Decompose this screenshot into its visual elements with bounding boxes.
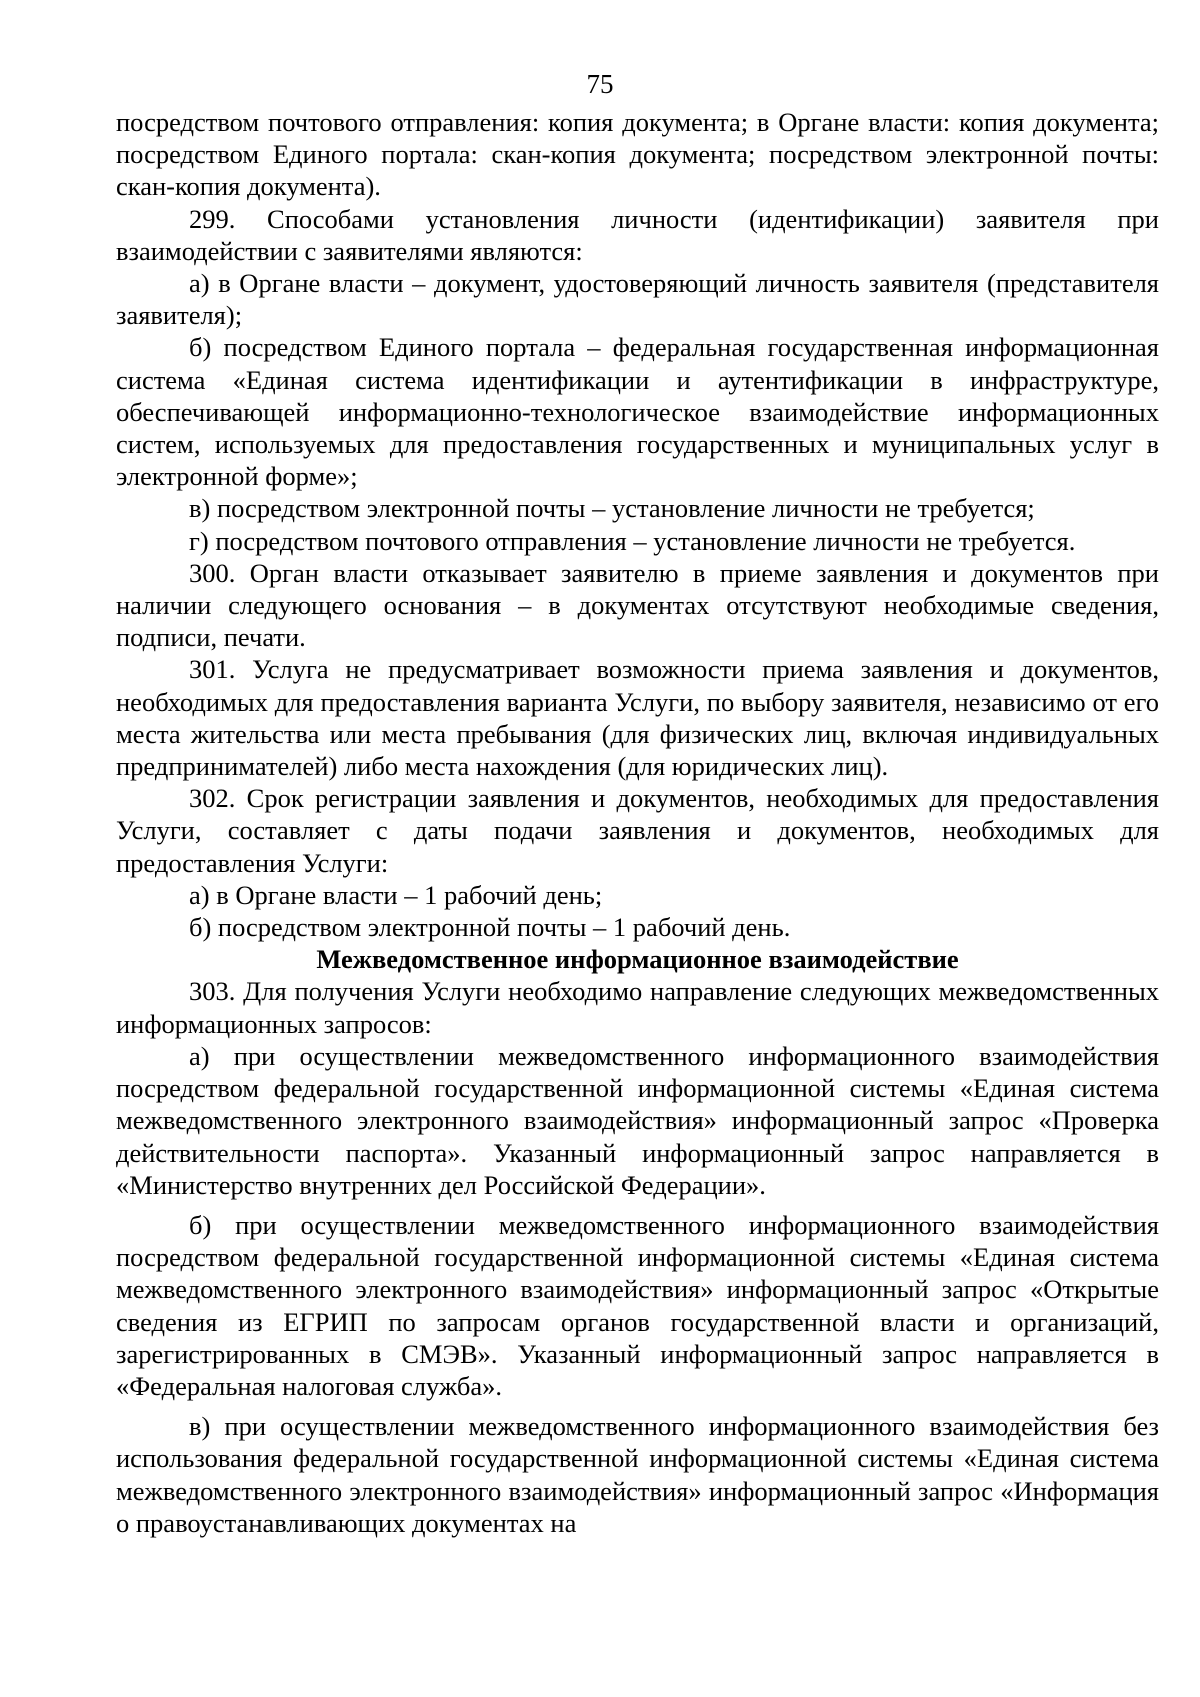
paragraph-299-b: б) посредством Единого портала – федеральная государственная информационная система «Единая система идентификации и аутентификации в инфраструктуре, обеспечивающей информационно-технологическое взаимодействие информационных систем, используемых для предоставления государственных и муниципальных услуг в электронной форме»; bbox=[116, 332, 1159, 492]
paragraph-303-b: б) при осуществлении межведомственного информационного взаимодействия посредством федеральной государственной информационной системы «Единая система межведомственного электронного взаимодействия» информационный запрос «Открытые сведения из ЕГРИП по запросам органов государственной власти и организаций, зарегистрированных в СМЭВ». Указанный информационный запрос направляется в «Федеральная налоговая служба». bbox=[116, 1209, 1159, 1401]
paragraph-302-b: б) посредством электронной почты – 1 рабочий день. bbox=[189, 912, 791, 943]
paragraph-continuation: посредством почтового отправления: копия документа; в Органе власти: копия документа; посредством Единого портала: скан-копия документа; посредством электронной почты: скан-копия документа). bbox=[116, 107, 1159, 202]
paragraph-303-v: в) при осуществлении межведомственного информационного взаимодействия без использования федеральной государственной информационной системы «Единая система межведомственного электронного взаимодействия» информационный запрос «Информация о правоустанавливающих документах на bbox=[116, 1411, 1159, 1538]
paragraph-299-g: г) посредством почтового отправления – установление личности не требуется. bbox=[189, 525, 1076, 556]
paragraph-303: 303. Для получения Услуги необходимо направление следующих межведомственных информационных запросов: bbox=[116, 976, 1159, 1039]
document-body bbox=[116, 106, 1159, 1539]
paragraph-300: 300. Орган власти отказывает заявителю в приеме заявления и документов при наличии следующего основания – в документах отсутствуют необходимые сведения, подписи, печати. bbox=[116, 557, 1159, 653]
section-heading: Межведомственное информационное взаимодействие bbox=[316, 944, 959, 975]
paragraph-302-a: а) в Органе власти – 1 рабочий день; bbox=[189, 879, 603, 910]
paragraph-302: 302. Срок регистрации заявления и документов, необходимых для предоставления Услуги, составляет с даты подачи заявления и документов, необходимых для предоставления Услуги: bbox=[116, 783, 1159, 878]
paragraph-299-v: в) посредством электронной почты – установление личности не требуется; bbox=[189, 493, 1035, 524]
paragraph-301: 301. Услуга не предусматривает возможности приема заявления и документов, необходимых для предоставления варианта Услуги, по выбору заявителя, независимо от его места жительства или места пребывания (для физических лиц, включая индивидуальных предпринимателей) либо места нахождения (для юридических лиц). bbox=[116, 654, 1159, 782]
paragraph-299: 299. Способами установления личности (идентификации) заявителя при взаимодействии с заявителями являются: bbox=[116, 203, 1159, 266]
paragraph-303-a: а) при осуществлении межведомственного информационного взаимодействия посредством федеральной государственной информационной системы «Единая система межведомственного электронного взаимодействия» информационный запрос «Проверка действительности паспорта». Указанный информационный запрос направляется в «Министерство внутренних дел Российской Федерации». bbox=[116, 1040, 1159, 1200]
paragraph-299-a: а) в Органе власти – документ, удостоверяющий личность заявителя (представителя заявителя); bbox=[116, 268, 1159, 331]
page-number: 75 bbox=[586, 69, 614, 99]
